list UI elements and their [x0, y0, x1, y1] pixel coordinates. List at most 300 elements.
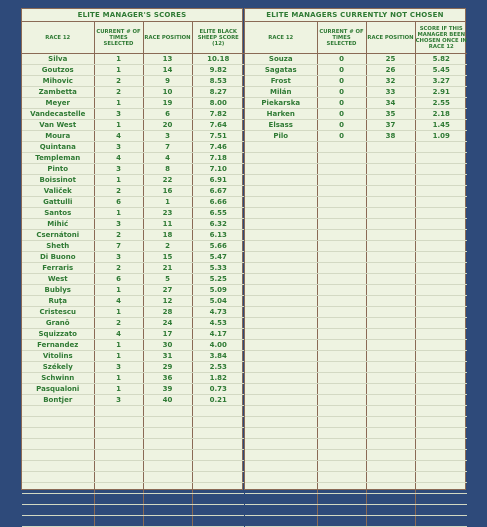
times-selected-cell: 2 — [94, 318, 143, 329]
manager-name-cell: Zambetta — [22, 87, 94, 98]
race-position-cell: 13 — [143, 54, 192, 65]
empty-cell — [22, 439, 94, 450]
empty-cell — [94, 450, 143, 461]
empty-cell — [415, 373, 467, 384]
empty-cell — [366, 329, 415, 340]
score-cell: 7.82 — [192, 109, 244, 120]
empty-cell — [317, 252, 366, 263]
table-row — [245, 87, 467, 98]
score-cell: 8.00 — [192, 98, 244, 109]
table-row — [245, 54, 467, 65]
empty-row — [245, 197, 467, 208]
empty-row — [245, 230, 467, 241]
empty-cell — [366, 384, 415, 395]
table-row — [22, 186, 244, 197]
times-selected-cell: 1 — [94, 120, 143, 131]
empty-cell — [22, 472, 94, 483]
empty-cell — [366, 516, 415, 527]
empty-cell — [143, 483, 192, 494]
empty-row — [245, 153, 467, 164]
managers-not-chosen-table — [245, 22, 467, 527]
race-position-cell: 15 — [143, 252, 192, 263]
empty-cell — [245, 274, 317, 285]
race-position-cell: 18 — [143, 230, 192, 241]
empty-cell — [366, 230, 415, 241]
empty-row — [245, 428, 467, 439]
empty-cell — [22, 406, 94, 417]
empty-row — [22, 406, 244, 417]
empty-cell — [415, 263, 467, 274]
manager-name-cell: Granō — [22, 318, 94, 329]
empty-cell — [143, 472, 192, 483]
empty-cell — [245, 142, 317, 153]
empty-cell — [317, 296, 366, 307]
race-position-cell: 11 — [143, 219, 192, 230]
empty-cell — [366, 285, 415, 296]
empty-row — [245, 296, 467, 307]
times-selected-cell: 2 — [94, 186, 143, 197]
race-position-cell: 14 — [143, 65, 192, 76]
times-selected-cell: 1 — [94, 351, 143, 362]
empty-row — [22, 417, 244, 428]
manager-name-cell: Van West — [22, 120, 94, 131]
race-position-cell: 20 — [143, 120, 192, 131]
empty-cell — [192, 483, 244, 494]
table-row — [22, 230, 244, 241]
empty-cell — [415, 219, 467, 230]
empty-cell — [366, 362, 415, 373]
empty-cell — [94, 428, 143, 439]
race-position-cell: 38 — [366, 131, 415, 142]
empty-cell — [245, 384, 317, 395]
empty-cell — [317, 483, 366, 494]
empty-cell — [22, 516, 94, 527]
empty-cell — [317, 175, 366, 186]
empty-cell — [366, 483, 415, 494]
manager-name-cell: Harken — [245, 109, 317, 120]
empty-row — [245, 186, 467, 197]
race-position-cell: 9 — [143, 76, 192, 87]
race-position-cell: 22 — [143, 175, 192, 186]
empty-cell — [366, 340, 415, 351]
race-position-cell: 26 — [366, 65, 415, 76]
empty-cell — [366, 175, 415, 186]
column-header-race-position: RACE POSITION — [366, 22, 415, 54]
empty-cell — [317, 142, 366, 153]
empty-cell — [245, 175, 317, 186]
empty-cell — [317, 186, 366, 197]
table-row — [245, 76, 467, 87]
manager-name-cell: Mihovic — [22, 76, 94, 87]
column-header-race-position: RACE POSITION — [143, 22, 192, 54]
empty-cell — [317, 307, 366, 318]
score-cell: 2.55 — [415, 98, 467, 109]
empty-cell — [366, 505, 415, 516]
times-selected-cell: 0 — [317, 54, 366, 65]
empty-cell — [317, 384, 366, 395]
empty-cell — [415, 362, 467, 373]
score-cell: 4.53 — [192, 318, 244, 329]
empty-row — [245, 472, 467, 483]
empty-cell — [415, 384, 467, 395]
manager-name-cell: Templeman — [22, 153, 94, 164]
score-cell: 7.51 — [192, 131, 244, 142]
empty-cell — [415, 208, 467, 219]
empty-row — [245, 285, 467, 296]
empty-row — [245, 395, 467, 406]
times-selected-cell: 1 — [94, 54, 143, 65]
table-row — [22, 329, 244, 340]
empty-cell — [245, 406, 317, 417]
manager-name-cell: Elsass — [245, 120, 317, 131]
manager-name-cell: Pasqualoni — [22, 384, 94, 395]
empty-row — [245, 362, 467, 373]
empty-cell — [192, 406, 244, 417]
empty-row — [22, 472, 244, 483]
empty-cell — [366, 472, 415, 483]
race-position-cell: 10 — [143, 87, 192, 98]
table-row — [22, 274, 244, 285]
score-cell: 10.18 — [192, 54, 244, 65]
times-selected-cell: 4 — [94, 153, 143, 164]
times-selected-cell: 4 — [94, 131, 143, 142]
table-row — [22, 384, 244, 395]
empty-cell — [366, 208, 415, 219]
empty-cell — [366, 307, 415, 318]
empty-cell — [143, 439, 192, 450]
manager-name-cell: Ruța — [22, 296, 94, 307]
score-cell: 5.09 — [192, 285, 244, 296]
elite-managers-scores-panel — [21, 8, 243, 490]
empty-cell — [192, 428, 244, 439]
times-selected-cell: 6 — [94, 274, 143, 285]
empty-cell — [317, 219, 366, 230]
times-selected-cell: 3 — [94, 142, 143, 153]
times-selected-cell: 1 — [94, 65, 143, 76]
score-cell: 5.33 — [192, 263, 244, 274]
race-position-cell: 37 — [366, 120, 415, 131]
empty-cell — [22, 428, 94, 439]
empty-cell — [415, 483, 467, 494]
manager-name-cell: Moura — [22, 131, 94, 142]
empty-cell — [415, 428, 467, 439]
times-selected-cell: 1 — [94, 384, 143, 395]
empty-cell — [245, 285, 317, 296]
manager-name-cell: Valiček — [22, 186, 94, 197]
times-selected-cell: 0 — [317, 98, 366, 109]
empty-cell — [317, 351, 366, 362]
score-cell: 2.53 — [192, 362, 244, 373]
empty-row — [245, 461, 467, 472]
empty-cell — [366, 142, 415, 153]
table-row — [22, 164, 244, 175]
empty-cell — [366, 296, 415, 307]
empty-cell — [415, 197, 467, 208]
empty-cell — [415, 505, 467, 516]
table-row — [245, 120, 467, 131]
times-selected-cell: 4 — [94, 296, 143, 307]
table-row — [22, 54, 244, 65]
empty-cell — [317, 472, 366, 483]
score-cell: 0.21 — [192, 395, 244, 406]
empty-cell — [192, 516, 244, 527]
table-row — [22, 175, 244, 186]
empty-row — [245, 164, 467, 175]
empty-cell — [22, 450, 94, 461]
empty-cell — [94, 417, 143, 428]
empty-cell — [143, 505, 192, 516]
empty-cell — [245, 494, 317, 505]
empty-cell — [415, 516, 467, 527]
race-position-cell: 32 — [366, 76, 415, 87]
empty-cell — [143, 417, 192, 428]
score-cell: 6.91 — [192, 175, 244, 186]
manager-name-cell: Souza — [245, 54, 317, 65]
column-header-times-selected: CURRENT # OF TIMES SELECTED — [317, 22, 366, 54]
empty-cell — [245, 208, 317, 219]
race-position-cell: 23 — [143, 208, 192, 219]
manager-name-cell: Fernandez — [22, 340, 94, 351]
empty-row — [245, 340, 467, 351]
times-selected-cell: 3 — [94, 252, 143, 263]
table-row — [22, 307, 244, 318]
manager-name-cell: Squizzato — [22, 329, 94, 340]
empty-cell — [245, 483, 317, 494]
empty-cell — [94, 406, 143, 417]
score-cell: 7.18 — [192, 153, 244, 164]
empty-cell — [245, 439, 317, 450]
empty-cell — [94, 483, 143, 494]
empty-cell — [415, 186, 467, 197]
race-position-cell: 17 — [143, 329, 192, 340]
empty-cell — [245, 263, 317, 274]
score-cell: 6.55 — [192, 208, 244, 219]
empty-cell — [366, 153, 415, 164]
empty-cell — [317, 164, 366, 175]
empty-cell — [245, 329, 317, 340]
empty-cell — [192, 417, 244, 428]
score-cell: 5.25 — [192, 274, 244, 285]
empty-cell — [143, 461, 192, 472]
empty-cell — [415, 307, 467, 318]
empty-cell — [245, 186, 317, 197]
table-row — [22, 362, 244, 373]
empty-cell — [415, 439, 467, 450]
empty-cell — [366, 164, 415, 175]
score-cell: 3.84 — [192, 351, 244, 362]
empty-cell — [94, 461, 143, 472]
table-row — [22, 197, 244, 208]
empty-row — [245, 384, 467, 395]
table-row — [22, 219, 244, 230]
table-row — [22, 98, 244, 109]
column-header-times-selected: CURRENT # OF TIMES SELECTED — [94, 22, 143, 54]
table-row — [22, 351, 244, 362]
manager-name-cell: Pilo — [245, 131, 317, 142]
empty-cell — [245, 318, 317, 329]
manager-name-cell: Santos — [22, 208, 94, 219]
manager-name-cell: Csernátoni — [22, 230, 94, 241]
empty-cell — [245, 373, 317, 384]
empty-row — [245, 263, 467, 274]
manager-name-cell: Silva — [22, 54, 94, 65]
empty-cell — [22, 483, 94, 494]
empty-cell — [415, 340, 467, 351]
empty-cell — [317, 417, 366, 428]
empty-cell — [94, 472, 143, 483]
empty-cell — [245, 417, 317, 428]
times-selected-cell: 0 — [317, 65, 366, 76]
empty-cell — [415, 285, 467, 296]
empty-cell — [415, 274, 467, 285]
score-cell: 6.32 — [192, 219, 244, 230]
score-cell: 2.91 — [415, 87, 467, 98]
times-selected-cell: 1 — [94, 98, 143, 109]
left-panel-title: ELITE MANAGER'S SCORES — [22, 9, 242, 22]
race-position-cell: 24 — [143, 318, 192, 329]
manager-name-cell: Boissinot — [22, 175, 94, 186]
empty-cell — [366, 241, 415, 252]
score-cell: 6.13 — [192, 230, 244, 241]
empty-cell — [22, 417, 94, 428]
times-selected-cell: 3 — [94, 395, 143, 406]
race-position-cell: 31 — [143, 351, 192, 362]
empty-cell — [415, 351, 467, 362]
empty-cell — [245, 164, 317, 175]
empty-row — [245, 274, 467, 285]
empty-cell — [317, 505, 366, 516]
table-row — [245, 109, 467, 120]
race-position-cell: 33 — [366, 87, 415, 98]
empty-cell — [317, 516, 366, 527]
empty-row — [22, 516, 244, 527]
right-panel-title: ELITE MANAGERS CURRENTLY NOT CHOSEN — [245, 9, 465, 22]
score-cell: 2.18 — [415, 109, 467, 120]
score-cell: 4.17 — [192, 329, 244, 340]
empty-cell — [245, 450, 317, 461]
empty-cell — [192, 461, 244, 472]
empty-row — [245, 483, 467, 494]
empty-cell — [143, 516, 192, 527]
empty-row — [245, 505, 467, 516]
empty-cell — [366, 417, 415, 428]
empty-row — [245, 219, 467, 230]
empty-row — [22, 428, 244, 439]
table-row — [22, 285, 244, 296]
empty-row — [22, 483, 244, 494]
race-position-cell: 29 — [143, 362, 192, 373]
empty-cell — [366, 439, 415, 450]
empty-cell — [245, 362, 317, 373]
times-selected-cell: 3 — [94, 109, 143, 120]
empty-cell — [366, 252, 415, 263]
times-selected-cell: 1 — [94, 285, 143, 296]
empty-row — [245, 175, 467, 186]
column-header-race: RACE 12 — [22, 22, 94, 54]
empty-cell — [22, 494, 94, 505]
score-cell: 1.82 — [192, 373, 244, 384]
empty-cell — [192, 494, 244, 505]
score-cell: 6.66 — [192, 197, 244, 208]
times-selected-cell: 2 — [94, 230, 143, 241]
times-selected-cell: 1 — [94, 373, 143, 384]
manager-name-cell: Bublys — [22, 285, 94, 296]
empty-cell — [366, 263, 415, 274]
table-row — [22, 340, 244, 351]
empty-cell — [245, 461, 317, 472]
empty-cell — [245, 197, 317, 208]
empty-cell — [143, 450, 192, 461]
table-row — [245, 65, 467, 76]
empty-row — [245, 450, 467, 461]
table-row — [22, 263, 244, 274]
empty-row — [245, 307, 467, 318]
empty-row — [22, 439, 244, 450]
race-position-cell: 35 — [366, 109, 415, 120]
race-position-cell: 1 — [143, 197, 192, 208]
manager-name-cell: Milán — [245, 87, 317, 98]
table-row — [22, 296, 244, 307]
table-row — [22, 252, 244, 263]
manager-name-cell: Ferraris — [22, 263, 94, 274]
score-cell: 1.09 — [415, 131, 467, 142]
empty-cell — [366, 274, 415, 285]
table-row — [22, 76, 244, 87]
empty-cell — [317, 263, 366, 274]
empty-cell — [415, 494, 467, 505]
empty-cell — [415, 230, 467, 241]
empty-cell — [317, 406, 366, 417]
empty-cell — [366, 494, 415, 505]
empty-cell — [143, 406, 192, 417]
column-header-score: ELITE BLACK SHEEP SCORE (12) — [192, 22, 244, 54]
empty-row — [245, 516, 467, 527]
empty-cell — [415, 329, 467, 340]
times-selected-cell: 3 — [94, 219, 143, 230]
manager-name-cell: Gattulli — [22, 197, 94, 208]
manager-name-cell: West — [22, 274, 94, 285]
race-position-cell: 34 — [366, 98, 415, 109]
empty-cell — [245, 428, 317, 439]
table-row — [22, 65, 244, 76]
empty-row — [245, 252, 467, 263]
empty-cell — [415, 153, 467, 164]
race-position-cell: 12 — [143, 296, 192, 307]
times-selected-cell: 1 — [94, 175, 143, 186]
empty-cell — [94, 494, 143, 505]
race-position-cell: 4 — [143, 153, 192, 164]
times-selected-cell: 0 — [317, 120, 366, 131]
column-header-race: RACE 12 — [245, 22, 317, 54]
empty-cell — [366, 373, 415, 384]
empty-row — [22, 461, 244, 472]
table-row — [22, 109, 244, 120]
empty-cell — [245, 296, 317, 307]
score-cell: 5.04 — [192, 296, 244, 307]
score-cell: 1.45 — [415, 120, 467, 131]
empty-cell — [415, 406, 467, 417]
manager-name-cell: Pinto — [22, 164, 94, 175]
score-cell: 8.27 — [192, 87, 244, 98]
empty-cell — [366, 450, 415, 461]
empty-cell — [317, 230, 366, 241]
race-position-cell: 36 — [143, 373, 192, 384]
score-cell: 5.82 — [415, 54, 467, 65]
empty-cell — [192, 439, 244, 450]
empty-cell — [143, 428, 192, 439]
manager-name-cell: Vandecastelle — [22, 109, 94, 120]
manager-name-cell: Székely — [22, 362, 94, 373]
